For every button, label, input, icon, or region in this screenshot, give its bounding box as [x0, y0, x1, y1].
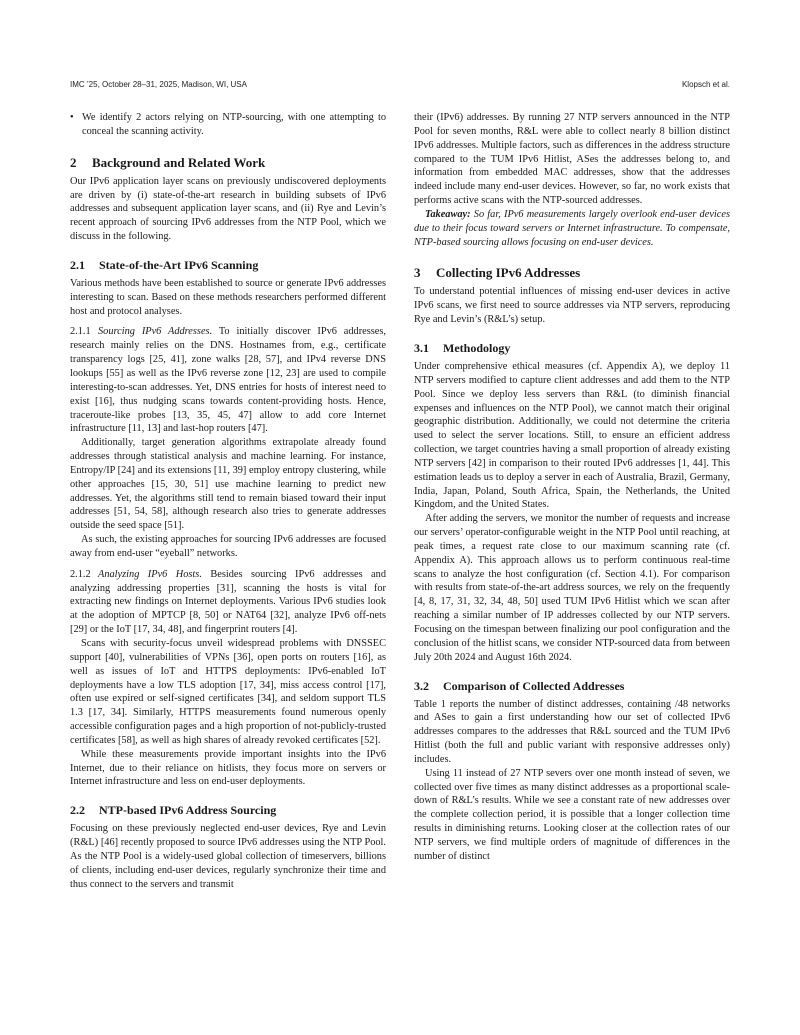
subsection-number: 3.2 [414, 678, 429, 693]
paragraph: Using 11 instead of 27 NTP severs over one month instead of seven, we collected over five times as many distinct addresses as a proportional scale-down of R&L’s results. While we see a constant rate of new addresses over the complete collection period, it is possible that a longer collection time results in diminishing returns. Looking closer at the collection rates of our NTP servers, we find multiple orders of magnitude of differences in the number of distinct [414, 767, 730, 862]
subsection-title: Methodology [443, 340, 511, 355]
header-venue: IMC ’25, October 28–31, 2025, Madison, WI, USA [70, 80, 247, 89]
subsubsection-title: Sourcing IPv6 Addresses. [98, 326, 213, 338]
takeaway [414, 208, 730, 250]
subsubsection-2-1-2 [70, 568, 386, 637]
subsubsection-2-1-1 [70, 325, 386, 436]
bullet-text: We identify 2 actors relying on NTP-sourcing, with one attempting to conceal the scanning activity. [82, 112, 386, 137]
section-heading-2 [70, 155, 386, 171]
paragraph: Focusing on these previously neglected end-user devices, Rye and Levin (R&L) [46] recently proposed to source IPv6 addresses using the NTP Pool. As the NTP Pool is a widely-used global collection of timeservers, billions of clients, including end-user devices, regularly synchronize their time and thus connect to the servers and transmit [70, 823, 386, 890]
subsubsection-title: Analyzing IPv6 Hosts. [98, 568, 202, 580]
subsubsection-number: 2.1.2 [70, 568, 91, 580]
subsection-title: Comparison of Collected Addresses [443, 678, 625, 693]
right-column [414, 111, 730, 864]
subsection-number: 2.2 [70, 803, 85, 818]
paragraph: Additionally, target generation algorithms extrapolate already found addresses through statistical analysis and machine learning. For instance, Entropy/IP [24] and its extensions [11, 39] employ entropy clustering, while other approaches [15, 30, 51] use machine learning to predict new addresses. Yet, the algorithms still tend to remain biased toward their input addresses [51, 54, 58], although research also tries to generate addresses outside the seed space [51]. [70, 437, 386, 532]
section-number: 2 [70, 154, 77, 170]
section-title: Background and Related Work [92, 154, 266, 170]
paragraph-text: To initially discover IPv6 addresses, research mainly relies on the DNS. Hostnames from, e.g., certificate transparency logs [25, 41], zone walks [28, 57], and IPv4 reverse DNS lookups [55] as well as the IPv6 reverse zone [12, 23] are used to compile interesting-to-scan addresses. Yet, DNS entries for hosts of interest need to exist [16], thus nudging scans towards content-providing hosts. Hence, traceroute-like probes [13, 35, 45, 47] allow to add core Internet infrastructure [11, 13] and last-hop routers [47]. [70, 326, 386, 435]
subsection-heading-2-2 [70, 803, 386, 818]
contribution-bullet [70, 111, 386, 139]
subsection-heading-3-1 [414, 341, 730, 356]
paragraph: Various methods have been established to source or generate IPv6 addresses interesting to scan. Based on these methods researchers performed different host and protocol analyses. [70, 277, 386, 317]
paragraph: Table 1 reports the number of distinct addresses, containing /48 networks and ASes to gain a first understanding how our set of collected IPv6 addresses compares to the addresses that R&L sourced and the TUM IPv6 Hitlist (both the full and public variant with responsive addresses only) includes. [414, 698, 730, 765]
section-heading-3 [414, 265, 730, 281]
section-title: Collecting IPv6 Addresses [436, 265, 581, 281]
paragraph: Under comprehensive ethical measures (cf. Appendix A), we deploy 11 NTP servers modified to capture client addresses and add them to the NTP Pool. Since we deploy less servers than R&L (to diminish financial expenses and influences on the NTP Pool), we cannot match their original geographic distribution. Additionally, we could not determine the criteria used to select the server locations. Still, to ensure an efficient address collection, we target countries having a small proportion of already existing NTP servers [42] in comparison to their routed IPv6 addresses [1, 44]. This estimation leads us to deploy a server in each of Australia, Brazil, Germany, India, Japan, Poland, South Africa, Spain, the Netherlands, the United Kingdom, and the United States. [414, 360, 730, 511]
header-authors: Klopsch et al. [681, 80, 730, 89]
section-number: 3 [414, 265, 421, 281]
paragraph: While these measurements provide important insights into the IPv6 Internet, due to their reliance on hitlists, they focus more on servers or Internet infrastructure and less on end-user deployments. [70, 748, 386, 788]
subsection-heading-3-2 [414, 679, 730, 694]
subsection-title: NTP-based IPv6 Address Sourcing [99, 803, 277, 818]
subsection-heading-2-1 [70, 258, 386, 273]
paragraph: Our IPv6 application layer scans on previously undiscovered deployments are driven by (i) state-of-the-art research in building subsets of IPv6 addresses and subsequent application layer scans, and (ii) Rye and Levin’s recent approach of sourcing IPv6 addresses from the NTP Pool, which we discuss in the following. [70, 175, 386, 243]
bullet-dot-icon: • [70, 112, 74, 123]
paragraph: Scans with security-focus unveil widespread problems with DNSSEC support [40], vulnerabilities of VPNs [36], open ports on routers [16], as well as issues of IoT and HTTPS deployments: IPv6-enabled IoT deployments have a low TLS adoption [17, 34], miss access control [17], often use expired or self-signed certificates [34], and seldom support TLS 1.3 [17, 34]. Similarly, HTTPS measurements found numerous openly accessible configuration pages and a high proportion of not-publicly-trusted certificates [58], as well as high shares of already revoked certificates [52]. [70, 638, 386, 746]
paragraph: After adding the servers, we monitor the number of requests and increase our servers’ operator-configurable weight in the NTP Pool until reaching, at peak times, a request rate close to our maximum scanning rate (cf. Appendix A). This approach allows us to perform continuous real-time scans to analyze the host configuration (cf. Section 4.1). For comparison with results from state-of-the-art address sources, we rely on the frequently [4, 8, 17, 31, 32, 34, 48, 50] used TUM IPv6 Hitlist which we scan after reaching a similar number of IP addresses collected by our NTP servers. Focusing on the timespan between finalizing our pool configuration and the conclusion of the hitlist scans, we consider NTP-sourced data from between July 20th 2024 and August 16th 2024. [414, 513, 730, 663]
takeaway-label: Takeaway: [425, 208, 471, 220]
takeaway-text: So far, IPv6 measurements largely overlook end-user devices due to their focus toward servers or Internet infrastructure. To compensate, NTP-based sourcing allows focusing on end-user devices. [414, 208, 730, 248]
subsection-number: 2.1 [70, 257, 85, 272]
paragraph: As such, the existing approaches for sourcing IPv6 addresses are focused away from end-user “eyeball” networks. [70, 534, 386, 559]
paragraph-text: Besides sourcing IPv6 addresses and analyzing addressing properties [31], scanning the hosts is vital for extracting new findings on Internet deployments. Various IPv6 studies look at the adoption of MPTCP [8, 50] or NAT64 [32], analyze IPv6 off-nets [29] or the IoT [17, 34, 48], and fingerprint routers [4]. [70, 568, 386, 636]
paragraph: To understand potential influences of missing end-user devices in active IPv6 scans, we first need to source addresses via NTP servers, reproducing Rye and Levin’s (R&L’s) setup. [414, 286, 730, 326]
subsection-number: 3.1 [414, 340, 429, 355]
subsubsection-number: 2.1.1 [70, 326, 91, 338]
paragraph: their (IPv6) addresses. By running 27 NTP servers announced in the NTP Pool for seven months, R&L were able to collect nearly 8 billion distinct IPv6 addresses. Multiple factors, such as differences in the address structure compared to the TUM IPv6 Hitlist, ASes the addresses belong to, and information from embedded MAC addresses, show that the addresses indeed include many end-user devices. However, so far, no work exists that performs active scans with the NTP-sourced addresses. [414, 112, 730, 207]
subsection-title: State-of-the-Art IPv6 Scanning [99, 257, 259, 272]
left-column [70, 111, 386, 892]
running-header [70, 80, 730, 94]
